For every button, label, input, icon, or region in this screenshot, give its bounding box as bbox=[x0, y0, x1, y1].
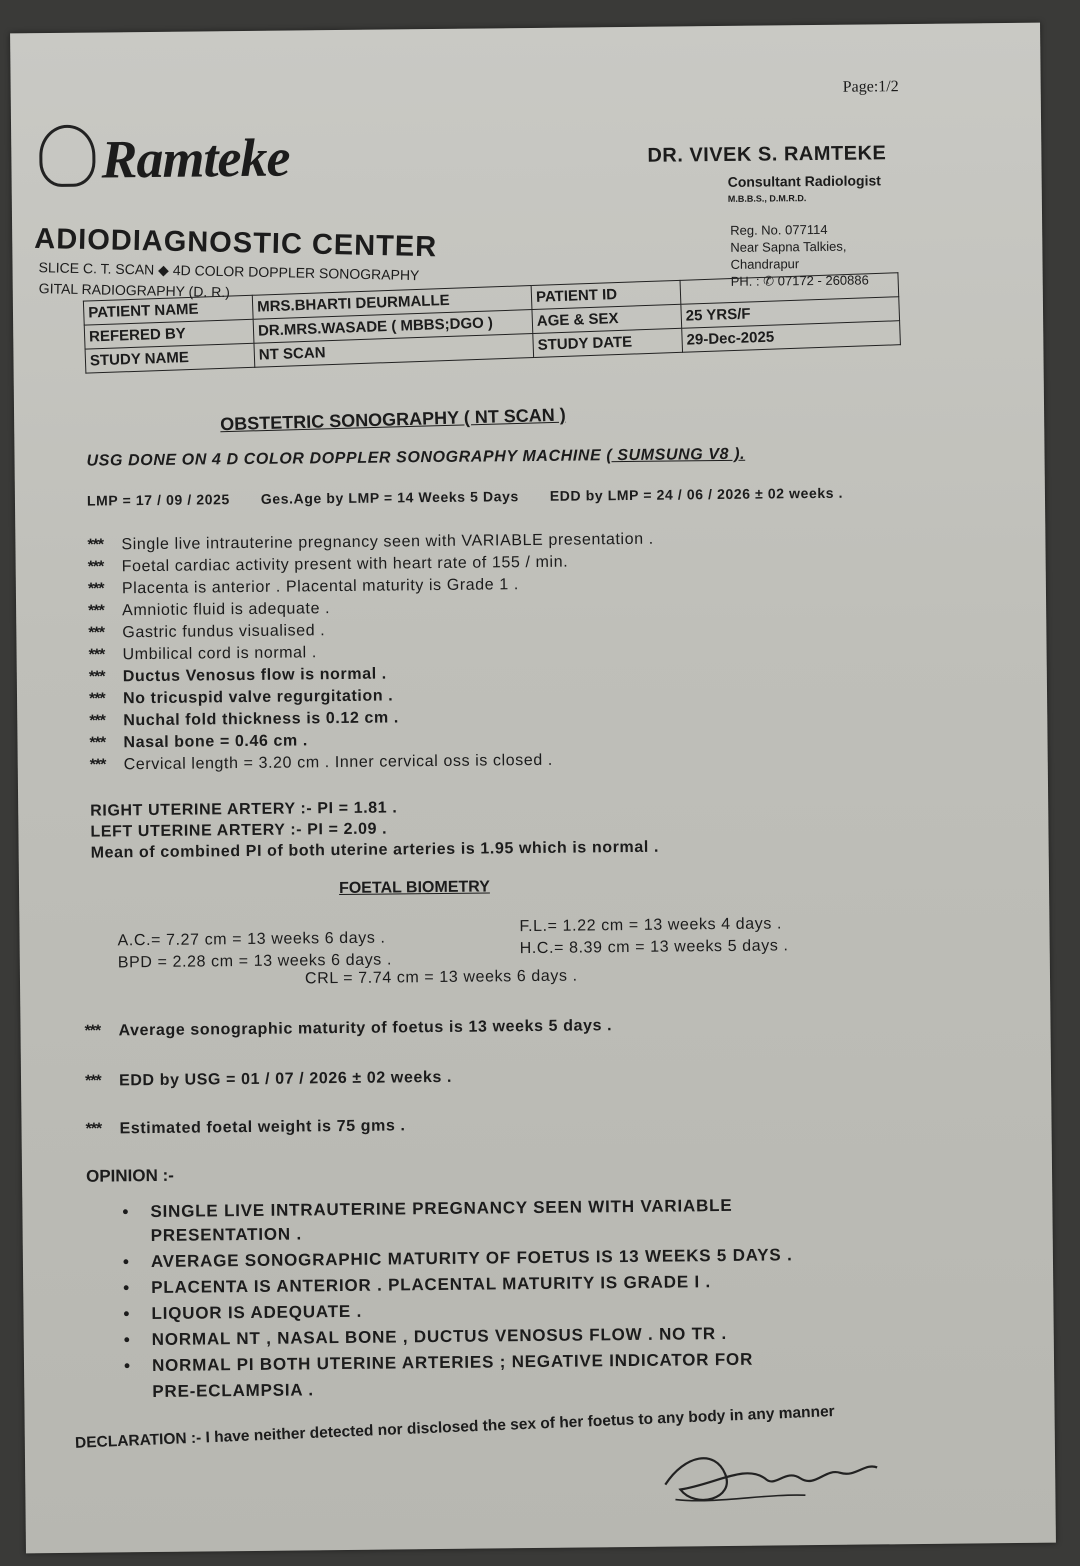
doctor-address-2: Chandrapur bbox=[730, 256, 800, 272]
list-item bbox=[88, 644, 316, 664]
star-marker: *** bbox=[88, 690, 105, 708]
doctor-address-1: Near Sapna Talkies, bbox=[730, 238, 847, 255]
finding-text: Foetal cardiac activity present with heart rate of 155 / min. bbox=[121, 553, 569, 576]
bullet-icon: • bbox=[122, 1252, 130, 1272]
star-marker: *** bbox=[87, 536, 104, 554]
opinion-heading: OPINION :- bbox=[85, 1165, 174, 1186]
finding-text: Nasal bone = 0.46 cm . bbox=[123, 732, 308, 752]
machine-line bbox=[86, 446, 745, 471]
summary-edd-usg bbox=[85, 1069, 452, 1091]
machine-line-prefix: USG DONE ON 4 D COLOR DOPPLER SONOGRAPHY MACHINE bbox=[86, 447, 602, 470]
patient-name-label: PATIENT NAME bbox=[83, 295, 253, 325]
doctor-name: DR. VIVEK S. RAMTEKE bbox=[647, 142, 887, 167]
center-services-line1: SLICE C. T. SCAN ◆ 4D COLOR DOPPLER SONOGRAPHY bbox=[38, 259, 420, 284]
list-item bbox=[87, 531, 654, 555]
star-marker: *** bbox=[88, 646, 105, 664]
refered-by-label: REFERED BY bbox=[84, 319, 254, 349]
opinion-text: SINGLE LIVE INTRAUTERINE PREGNANCY SEEN WITH VARIABLE bbox=[150, 1195, 733, 1222]
left-uterine-artery: LEFT UTERINE ARTERY :- PI = 2.09 . bbox=[90, 820, 388, 841]
biometry-crl: CRL = 7.74 cm = 13 weeks 6 days . bbox=[304, 967, 578, 988]
summary-edd-usg-text: EDD by USG = 01 / 07 / 2026 ± 02 weeks . bbox=[118, 1068, 453, 1090]
refered-by-value: DR.MRS.WASADE ( MBBS;DGO ) bbox=[253, 310, 533, 344]
age-sex-label: AGE & SEX bbox=[532, 304, 682, 333]
star-marker: *** bbox=[89, 756, 106, 774]
biometry-fl: F.L.= 1.22 cm = 13 weeks 4 days . bbox=[519, 915, 783, 936]
right-uterine-artery: RIGHT UTERINE ARTERY :- PI = 1.81 . bbox=[90, 799, 398, 820]
opinion-text: LIQUOR IS ADEQUATE . bbox=[151, 1301, 363, 1324]
star-marker: *** bbox=[88, 602, 104, 620]
lmp-value: LMP = 17 / 09 / 2025 bbox=[86, 491, 230, 509]
biometry-ac: A.C.= 7.27 cm = 13 weeks 6 days . bbox=[117, 929, 386, 950]
list-item bbox=[123, 1272, 711, 1298]
bullet-icon: • bbox=[123, 1304, 131, 1324]
opinion-text: PRESENTATION . bbox=[150, 1224, 303, 1246]
finding-text: Nuchal fold thickness is 0.12 cm . bbox=[123, 709, 399, 730]
finding-text: Cervical length = 3.20 cm . Inner cervical oss is closed . bbox=[123, 751, 554, 774]
summary-maturity-text: Average sonographic maturity of foetus is 13 weeks 5 days . bbox=[118, 1017, 613, 1040]
opinion-text: NORMAL NT , NASAL BONE , DUCTUS VENOSUS FLOW . NO TR . bbox=[151, 1323, 728, 1350]
signature-icon bbox=[655, 1442, 886, 1514]
star-marker: *** bbox=[87, 580, 104, 598]
study-name-label: STUDY NAME bbox=[85, 343, 255, 373]
list-item bbox=[88, 600, 330, 621]
center-logo-name: Ramteke bbox=[101, 127, 290, 190]
doctor-qualification: M.B.B.S., D.M.R.D. bbox=[727, 193, 807, 204]
star-marker: *** bbox=[88, 624, 105, 642]
list-item bbox=[89, 666, 387, 687]
center-services-line2: GITAL RADIOGRAPHY (D. R.) bbox=[38, 280, 231, 301]
page-number: Page:1/2 bbox=[842, 78, 899, 96]
biometry-hc: H.C.= 8.39 cm = 13 weeks 5 days . bbox=[519, 937, 789, 958]
list-item bbox=[88, 554, 569, 577]
biometry-title: FOETAL BIOMETRY bbox=[338, 878, 490, 898]
list-item bbox=[124, 1324, 727, 1350]
list-item bbox=[89, 709, 399, 730]
star-marker: *** bbox=[85, 1120, 102, 1138]
machine-name: ( SUMSUNG V8 ). bbox=[606, 445, 746, 465]
star-marker: *** bbox=[87, 558, 104, 576]
edd-lmp-value: EDD by LMP = 24 / 06 / 2026 ± 02 weeks . bbox=[549, 484, 844, 504]
list-item bbox=[90, 752, 553, 775]
opinion-text: PLACENTA IS ANTERIOR . PLACENTAL MATURITY IS GRADE I . bbox=[151, 1272, 712, 1298]
biometry-bpd: BPD = 2.28 cm = 13 weeks 6 days . bbox=[117, 951, 393, 972]
bullet-icon: • bbox=[123, 1330, 131, 1350]
opinion-text: AVERAGE SONOGRAPHIC MATURITY OF FOETUS IS 13 WEEKS 5 DAYS . bbox=[150, 1245, 793, 1272]
star-marker: *** bbox=[84, 1072, 101, 1090]
list-item bbox=[122, 1196, 732, 1222]
doctor-reg-no: Reg. No. 077114 bbox=[730, 221, 828, 238]
list-item bbox=[123, 1245, 793, 1272]
list-item bbox=[124, 1380, 314, 1402]
finding-text: Umbilical cord is normal . bbox=[122, 644, 317, 664]
summary-maturity bbox=[84, 1017, 612, 1041]
finding-text: No tricuspid valve regurgitation . bbox=[122, 687, 394, 708]
finding-text: Ductus Venosus flow is normal . bbox=[122, 665, 387, 686]
star-marker: *** bbox=[84, 1022, 101, 1040]
summary-weight-text: Estimated foetal weight is 75 gms . bbox=[119, 1117, 406, 1138]
bullet-icon: • bbox=[123, 1356, 131, 1376]
list-item bbox=[89, 732, 308, 752]
center-logo-icon bbox=[39, 125, 96, 188]
report-paper bbox=[10, 23, 1056, 1554]
finding-text: Single live intrauterine pregnancy seen with VARIABLE presentation . bbox=[121, 530, 654, 554]
list-item bbox=[88, 622, 325, 642]
finding-text: Amniotic fluid is adequate . bbox=[122, 600, 331, 620]
doctor-title: Consultant Radiologist bbox=[727, 172, 881, 190]
study-name-value: NT SCAN bbox=[254, 334, 534, 368]
lmp-line bbox=[87, 485, 843, 509]
report-title: OBSTETRIC SONOGRAPHY ( NT SCAN ) bbox=[219, 404, 567, 435]
star-marker: *** bbox=[89, 712, 106, 730]
study-date-value: 29-Dec-2025 bbox=[682, 321, 901, 353]
mean-uterine-pi: Mean of combined PI of both uterine arteries is 1.95 which is normal . bbox=[90, 838, 660, 862]
center-name: ADIODIAGNOSTIC CENTER bbox=[34, 222, 438, 264]
finding-text: Placenta is anterior . Placental maturity is Grade 1 . bbox=[121, 576, 519, 598]
bullet-icon: • bbox=[123, 1278, 131, 1298]
summary-weight bbox=[85, 1117, 405, 1138]
list-item bbox=[89, 687, 393, 708]
declaration: DECLARATION :- I have neither detected nor disclosed the sex of her foetus to any body in any manner bbox=[74, 1402, 836, 1452]
list-item bbox=[123, 1302, 362, 1324]
list-item bbox=[123, 1224, 303, 1246]
doctor-phone: PH. : ✆ 07172 - 260886 bbox=[730, 272, 869, 289]
bullet-icon: • bbox=[122, 1202, 130, 1222]
list-item bbox=[124, 1350, 753, 1377]
opinion-text: PRE-ECLAMPSIA . bbox=[152, 1380, 314, 1402]
patient-name-value: MRS.BHARTI DEURMALLE bbox=[252, 286, 532, 320]
ges-age-value: Ges.Age by LMP = 14 Weeks 5 Days bbox=[260, 488, 519, 507]
star-marker: *** bbox=[89, 734, 106, 752]
patient-id-label: PATIENT ID bbox=[531, 280, 681, 309]
finding-text: Gastric fundus visualised . bbox=[122, 622, 326, 642]
study-date-label: STUDY DATE bbox=[533, 328, 683, 357]
age-sex-value: 25 YRS/F bbox=[681, 297, 900, 329]
list-item bbox=[88, 576, 519, 599]
opinion-text: NORMAL PI BOTH UTERINE ARTERIES ; NEGATIVE INDICATOR FOR bbox=[151, 1349, 754, 1376]
star-marker: *** bbox=[88, 668, 105, 686]
